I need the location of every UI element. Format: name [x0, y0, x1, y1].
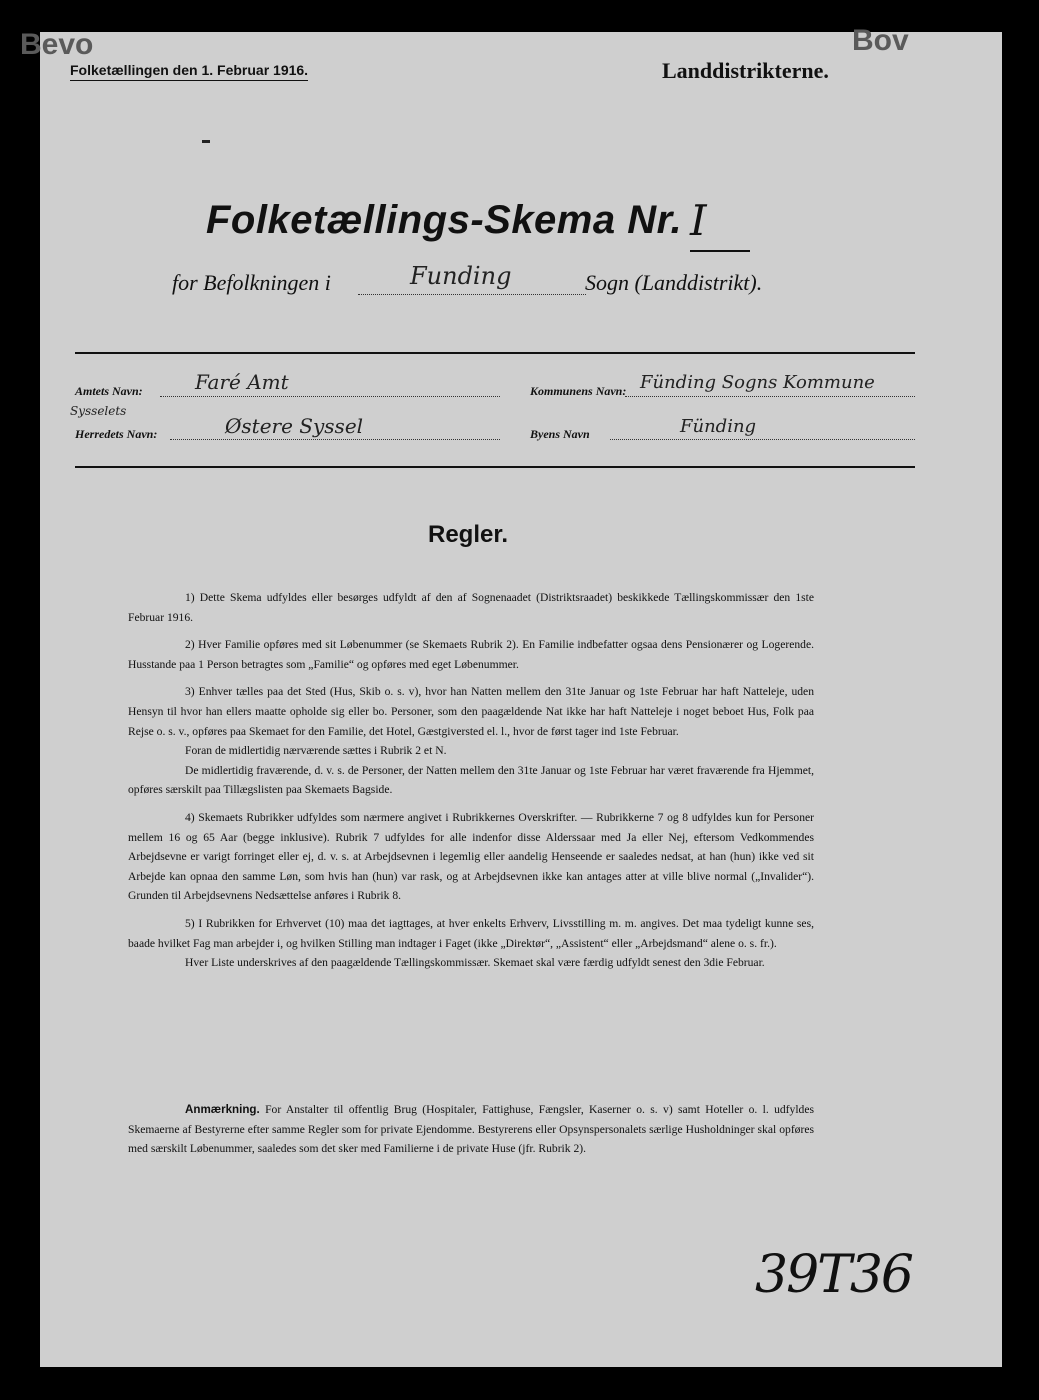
decorative-dash: [202, 140, 210, 143]
remark-label: Anmærkning.: [185, 1103, 260, 1116]
herred-dotline: [170, 439, 500, 440]
census-date-header: Folketællingen den 1. Februar 1916.: [70, 62, 308, 81]
remark-text: For Anstalter til offentlig Brug (Hospitaler, Fattighuse, Fængsler, Kaserner o. s. v) samt Hoteller o. l. udfyldes Skemaerne af Bestyrerne efter samme Regler som for private Ejendomme. Bestyrerens eller Opsynspersonalets særlige Husholdninger skal opføres med særskilt Løbenummer, saaledes som det sker med Familierne i de private Huse (jfr. Rubrik 2).: [128, 1103, 814, 1156]
bleed-through-mark-right: Bov: [852, 24, 909, 57]
district-type-header: Landdistrikterne.: [662, 58, 829, 83]
form-number: I: [690, 196, 707, 245]
kommune-label: Kommunens Navn:: [530, 384, 627, 398]
rules-body: [128, 588, 814, 973]
rules-heading: Regler.: [428, 521, 509, 548]
rule-4: 4) Skemaets Rubrikker udfyldes som nærmere angivet i Rubrikkernes Overskrifter. — Rubrikkerne 7 og 8 udfyldes kun for Personer mellem 16 og 65 Aar (begge inklusive). Rubrik 7 udfyldes for alle indenfor disse Alderssaar med Ja eller Nej, eftersom Vedkommendes Arbejdsevne er varigt forringet eller ej, d. v. s. at Arbejdsevnen i legemlig eller aandelig Henseende er saaledes nedsat, at han (hun) ikke ved sit Arbejde kan opnaa den samme Løn, som hvis han (hun) var rask, og at Arbejdsevnen ikke kan antages atter at ville blive normal („Invalider“). Grunden til Arbejdsevnens Nedsættelse anføres i Rubrik 8.: [128, 810, 814, 903]
subtitle-suffix: Sogn (Landdistrikt).: [585, 270, 763, 295]
rule-3: 3) Enhver tælles paa det Sted (Hus, Skib o. s. v), hvor han Natten mellem den 31te Januar og 1ste Februar har haft Natteleje, uden Hensyn til hvor han ellers maatte opholde sig eller bo. Personer, som den paagældende Nat ikke har haft Natteleje i noget beboet Hus, Folk paa Rejse o. s. v., opføres paa Skemaet for den Familie, det Hotel, Gæstgiversted el. l., hvor de først tager ind 1ste Februar.: [128, 685, 814, 738]
bleed-through-mark-left: Bevo: [20, 28, 94, 61]
rule-2: 2) Hver Familie opføres med sit Løbenummer (se Skemaets Rubrik 2). En Familie indbefatter ogsaa dens Pensionærer og Logerende. Husstande paa 1 Person betragtes som „Familie“ og opføres med eget Løbenummer.: [128, 638, 814, 671]
archive-number-stamp: 39T36: [755, 1245, 913, 1305]
kommune-dotline: [625, 396, 915, 397]
form-title: Folketællings-Skema Nr.: [206, 198, 683, 242]
amt-value: Faré Amt: [195, 370, 289, 394]
remark-block: [128, 1100, 814, 1159]
kommune-value: Fünding Sogns Kommune: [640, 372, 875, 393]
rule-5: 5) I Rubrikken for Erhvervet (10) maa det iagttages, at hver enkelts Erhverv, Livsstilling m. m. angives. Det maa tydeligt kunne ses, baade hvilket Fag man arbejder i, og hvilken Stilling man indtager i Faget (ikke „Direktør“, „Assistent“ eller „Arbejdsmand“ alene o. s. fr.).: [128, 916, 814, 950]
amt-dotline: [160, 396, 500, 397]
herred-label: Herredets Navn:: [75, 427, 158, 441]
herred-handwritten-note: Sysselets: [70, 404, 127, 418]
rule-3-fravaerende: De midlertidig fraværende, d. v. s. de Personer, der Natten mellem den 31te Januar og 1ste Februar har været fraværende fra Hjemmet, opføres særskilt paa Tillægslisten paa Skemaets Bagside.: [128, 763, 814, 797]
parish-name: Funding: [410, 262, 512, 290]
subtitle-prefix: for Befolkningen i: [172, 270, 331, 295]
top-divider: [75, 352, 915, 354]
by-label: Byens Navn: [530, 427, 590, 441]
rule-1: 1) Dette Skema udfyldes eller besørges udfyldt af den af Sognenaadet (Distriktsraadet) beskikkede Tællingskommissær den 1ste Februar 1916.: [128, 591, 814, 624]
by-value: Fünding: [680, 416, 757, 437]
form-number-underline: [690, 250, 750, 252]
rule-3-foran: Foran de midlertidig nærværende sættes i Rubrik 2 et N.: [185, 744, 447, 758]
by-dotline: [610, 439, 915, 440]
rule-signature: Hver Liste underskrives af den paagældende Tællingskommissær. Skemaet skal være færdig udfyldt senest den 3die Februar.: [185, 956, 765, 970]
herred-value: Østere Syssel: [225, 414, 364, 438]
bottom-divider: [75, 466, 915, 468]
amt-label: Amtets Navn:: [75, 384, 143, 398]
parish-dotline: [358, 294, 586, 295]
